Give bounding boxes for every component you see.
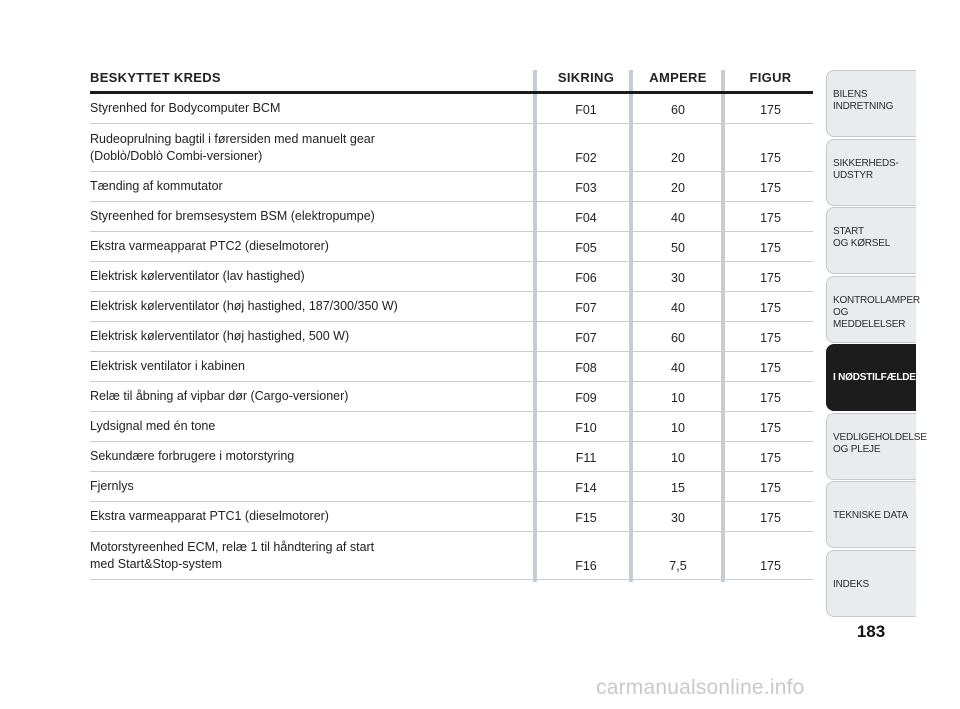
- fuse-cell: F06: [575, 271, 597, 285]
- circuit-line: Lydsignal med én tone: [90, 419, 216, 433]
- fuse-cell: F02: [575, 151, 597, 165]
- circuit-line: Rudeoprulning bagtil i førersiden med manuelt gear: [90, 132, 375, 146]
- circuit-line: med Start&Stop-system: [90, 557, 222, 571]
- table-row: [90, 472, 813, 502]
- fuse-cell: F05: [575, 241, 597, 255]
- chapter-tab-label: SIKKERHEDS-: [833, 157, 899, 169]
- table-row: [90, 442, 813, 472]
- circuit-cell: [90, 358, 540, 375]
- chapter-tab[interactable]: [826, 344, 916, 411]
- fuse-cell: F04: [575, 211, 597, 225]
- page-number: 183: [856, 622, 886, 641]
- fuse-cell: F08: [575, 361, 597, 375]
- chapter-tab[interactable]: [826, 276, 920, 343]
- table-row: [90, 412, 813, 442]
- ampere-cell: 40: [671, 301, 685, 315]
- circuit-line: Relæ til åbning af vipbar dør (Cargo-versioner): [90, 389, 349, 403]
- fuse-cell: F14: [575, 481, 597, 495]
- ampere-cell: 10: [671, 391, 685, 405]
- table-row: [90, 94, 813, 124]
- chapter-tab-label: START: [833, 226, 864, 237]
- table-row: [90, 532, 813, 580]
- figure-cell: 175: [760, 391, 781, 405]
- fuse-cell: F09: [575, 391, 597, 405]
- circuit-line: Sekundære forbrugere i motorstyring: [90, 449, 295, 463]
- figure-cell: 175: [760, 331, 781, 345]
- ampere-cell: 7,5: [669, 559, 687, 573]
- table-row: [90, 382, 813, 412]
- fuse-cell: F16: [575, 559, 597, 573]
- circuit-line: Elektrisk kølerventilator (høj hastighed, 500 W): [90, 329, 350, 343]
- chapter-tab-label: OG PLEJE: [833, 443, 881, 455]
- chapter-tab[interactable]: [826, 70, 916, 137]
- table-row: [90, 172, 813, 202]
- figure-cell: 175: [760, 151, 781, 165]
- circuit-cell: [90, 388, 540, 405]
- figure-cell: 175: [760, 481, 781, 495]
- circuit-cell: [90, 268, 540, 285]
- chapter-tab-label: I NØDSTILFÆLDE: [833, 372, 916, 383]
- chapter-tab[interactable]: [826, 481, 916, 548]
- header-ampere: AMPERE: [649, 70, 707, 85]
- table-row: [90, 322, 813, 352]
- table-row: [90, 502, 813, 532]
- chapter-tab-label: INDRETNING: [833, 101, 894, 112]
- circuit-line: Styrenhed for Bodycomputer BCM: [90, 101, 281, 115]
- ampere-cell: 40: [671, 211, 685, 225]
- ampere-cell: 50: [671, 241, 685, 255]
- circuit-cell: [90, 539, 540, 573]
- table-header: [90, 64, 813, 94]
- ampere-cell: 10: [671, 421, 685, 435]
- table-row: [90, 232, 813, 262]
- ampere-cell: 15: [671, 481, 685, 495]
- circuit-cell: [90, 208, 540, 225]
- figure-cell: 175: [760, 103, 781, 117]
- figure-cell: 175: [760, 301, 781, 315]
- chapter-tab-label: TEKNISKE DATA: [833, 510, 908, 521]
- chapter-tab-label: VEDLIGEHOLDELSE: [833, 431, 927, 443]
- figure-cell: 175: [760, 511, 781, 525]
- chapter-tab[interactable]: [826, 413, 927, 480]
- circuit-cell: [90, 478, 540, 495]
- fuse-cell: F11: [575, 451, 597, 465]
- circuit-cell: [90, 508, 540, 525]
- ampere-cell: 60: [671, 331, 685, 345]
- figure-cell: 175: [760, 421, 781, 435]
- circuit-line: Tænding af kommutator: [90, 179, 223, 193]
- circuit-line: Elektrisk ventilator i kabinen: [90, 359, 245, 373]
- circuit-cell: [90, 238, 540, 255]
- watermark: carmanualsonline.info: [596, 676, 805, 699]
- ampere-cell: 30: [671, 271, 685, 285]
- ampere-cell: 20: [671, 181, 685, 195]
- chapter-tab[interactable]: [826, 207, 916, 274]
- circuit-cell: [90, 418, 540, 435]
- chapter-tab[interactable]: [826, 139, 916, 206]
- table-row: [90, 292, 813, 322]
- chapter-tabs: [826, 70, 927, 618]
- circuit-line: Fjernlys: [90, 479, 134, 493]
- circuit-line: Ekstra varmeapparat PTC2 (dieselmotorer): [90, 239, 329, 253]
- ampere-cell: 30: [671, 511, 685, 525]
- fuse-cell: F03: [575, 181, 597, 195]
- circuit-cell: [90, 100, 540, 117]
- fuse-table: [90, 64, 813, 580]
- ampere-cell: 60: [671, 103, 685, 117]
- figure-cell: 175: [760, 241, 781, 255]
- chapter-tab-label: KONTROLLAMPER: [833, 294, 920, 306]
- circuit-cell: [90, 178, 540, 195]
- circuit-line: Ekstra varmeapparat PTC1 (dieselmotorer): [90, 509, 329, 523]
- chapter-tab-label: INDEKS: [833, 578, 870, 590]
- ampere-cell: 40: [671, 361, 685, 375]
- circuit-line: Elektrisk kølerventilator (lav hastighed): [90, 269, 305, 283]
- fuse-cell: F10: [575, 421, 597, 435]
- figure-cell: 175: [760, 271, 781, 285]
- table-row: [90, 124, 813, 172]
- chapter-tab[interactable]: [826, 550, 916, 617]
- fuse-cell: F07: [575, 301, 597, 315]
- chapter-tab-label: OG KØRSEL: [833, 238, 891, 249]
- chapter-tab-label: BILENS: [833, 89, 868, 100]
- fuse-cell: F07: [575, 331, 597, 345]
- table-body: [90, 94, 813, 580]
- header-circuit: BESKYTTET KREDS: [90, 70, 221, 85]
- table-row: [90, 202, 813, 232]
- figure-cell: 175: [760, 559, 781, 573]
- figure-cell: 175: [760, 181, 781, 195]
- figure-cell: 175: [760, 451, 781, 465]
- circuit-cell: [90, 131, 540, 165]
- table-row: [90, 352, 813, 382]
- circuit-cell: [90, 448, 540, 465]
- circuit-line: Motorstyreenhed ECM, relæ 1 til håndtering af start: [90, 540, 375, 554]
- header-fuse: SIKRING: [557, 70, 615, 85]
- fuse-cell: F15: [575, 511, 597, 525]
- circuit-line: Elektrisk kølerventilator (høj hastighed, 187/300/350 W): [90, 299, 398, 313]
- figure-cell: 175: [760, 361, 781, 375]
- circuit-line: Styreenhed for bremsesystem BSM (elektropumpe): [90, 209, 375, 223]
- fuse-cell: F01: [575, 103, 597, 117]
- ampere-cell: 20: [671, 151, 685, 165]
- ampere-cell: 10: [671, 451, 685, 465]
- circuit-cell: [90, 298, 540, 315]
- header-figure: FIGUR: [749, 70, 792, 85]
- table-row: [90, 262, 813, 292]
- chapter-tab-label: OG MEDDELELSER: [833, 306, 906, 330]
- circuit-line: (Doblò/Doblò Combi-versioner): [90, 149, 263, 163]
- chapter-tab-label: UDSTYR: [833, 169, 873, 181]
- circuit-cell: [90, 328, 540, 345]
- figure-cell: 175: [760, 211, 781, 225]
